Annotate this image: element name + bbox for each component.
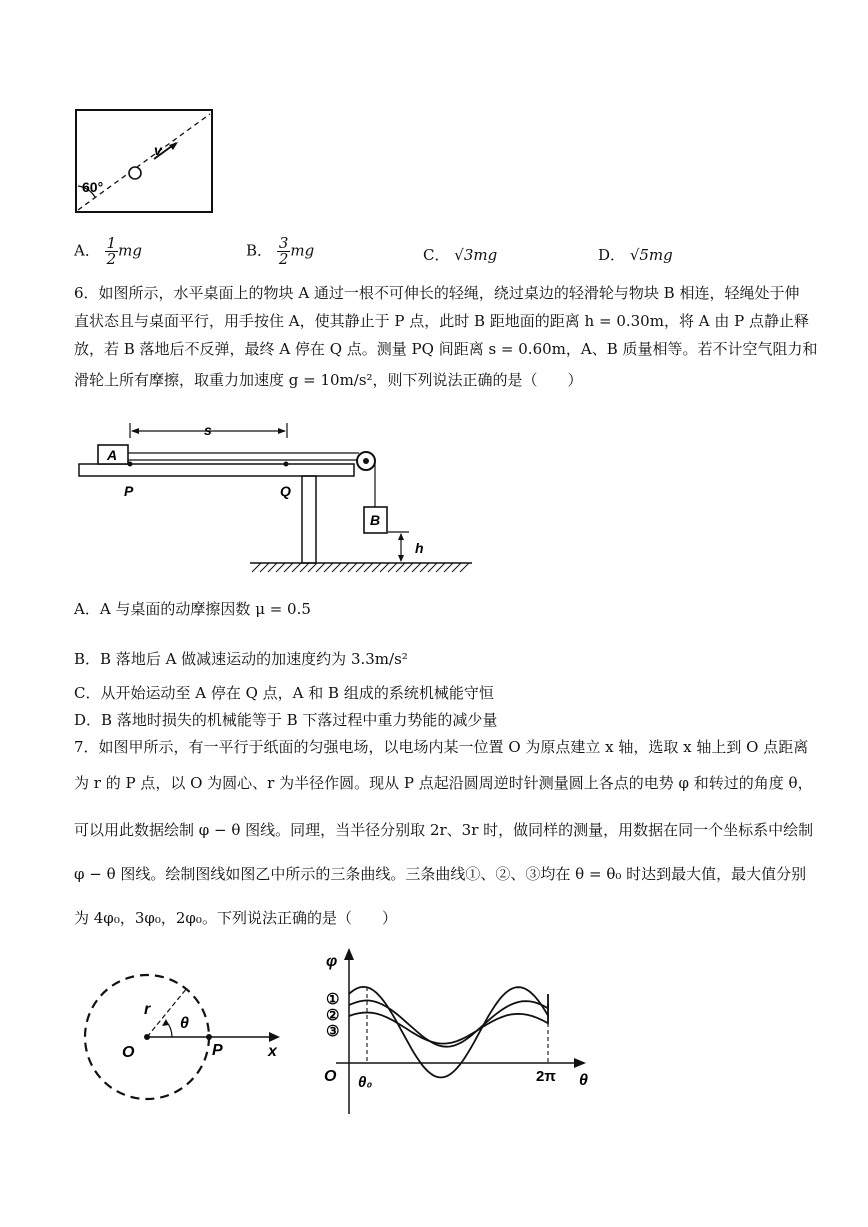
q7-circle-figure <box>74 970 294 1110</box>
q5-option-c <box>423 244 497 265</box>
q5-option-b-num: 3 <box>278 234 289 252</box>
q7-curve-2 <box>349 1000 548 1046</box>
q6-option-d: D．B 落地时损失的机械能等于 B 下落过程中重力势能的减少量 <box>74 711 498 729</box>
q6-option-a: A．A 与桌面的动摩擦因数 μ = 0.5 <box>74 600 311 618</box>
q6-label-q: Q <box>280 483 291 499</box>
q6-stem-line-2: 直状态且与桌面平行，用手按住 A，使其静止于 P 点，此时 B 距地面的距离 h = 0.30m，将 A 由 P 点静止释 <box>74 312 809 330</box>
q7-left-label-r: r <box>144 1001 151 1018</box>
q6-label-p: P <box>124 483 134 499</box>
q7-graph-label-c3: ③ <box>326 1023 340 1040</box>
q5-velocity-label: v <box>154 142 162 158</box>
q6-stem-line-4: 滑轮上所有摩擦，取重力加速度 g = 10m/s²，则下列说法正确的是（ ） <box>74 371 583 389</box>
q5-option-b <box>246 236 314 267</box>
q7-stem-line-4: φ − θ 图线。绘制图线如图乙中所示的三条曲线。三条曲线①、②、③均在 θ = θ₀ 时达到最大值，最大值分别 <box>74 865 807 883</box>
q7-graph-label-phi: φ <box>326 953 338 970</box>
q6-stem-line-1: 6．如图所示，水平桌面上的物块 A 通过一根不可伸长的轻绳，绕过桌边的轻滑轮与物块 B 相连，轻绳处于伸 <box>74 284 800 302</box>
q5-option-c-letter: C． <box>423 246 450 264</box>
q5-option-a-letter: A． <box>74 241 100 260</box>
q6-label-a: A <box>107 447 118 463</box>
q7-graph-label-theta: θ <box>579 1072 588 1089</box>
q7-graph-label-2pi: 2π <box>536 1068 556 1085</box>
q5-option-b-fraction <box>277 236 291 267</box>
q7-left-label-p: P <box>212 1042 223 1059</box>
q5-option-a-den: 2 <box>106 250 117 268</box>
q7-left-label-x: x <box>268 1043 277 1060</box>
q6-stem-line-3: 放，若 B 落地后不反弹，最终 A 停在 Q 点。测量 PQ 间距离 s = 0.60m，A、B 质量相等。若不计空气阻力和 <box>74 340 818 358</box>
q7-graph-figure <box>316 944 596 1120</box>
q7-stem-line-3: 可以用此数据绘制 φ − θ 图线。同理，当半径分别取 2r、3r 时，做同样的测量，用数据在同一个坐标系中绘制 <box>74 821 814 839</box>
q6-figure <box>74 420 484 580</box>
q7-left-label-o: O <box>122 1044 135 1061</box>
q6-label-s: s <box>204 422 212 438</box>
q6-option-c: C．从开始运动至 A 停在 Q 点，A 和 B 组成的系统机械能守恒 <box>74 684 494 702</box>
q5-option-a-tail: mg <box>118 241 142 260</box>
q7-graph-label-o: O <box>324 1068 337 1085</box>
q7-graph-label-c2: ② <box>326 1007 340 1024</box>
q6-label-h: h <box>415 540 424 556</box>
q5-option-d <box>598 244 673 265</box>
q5-option-a-fraction <box>105 236 119 267</box>
q5-option-a <box>74 236 142 267</box>
q5-option-d-text: √5mg <box>629 246 673 264</box>
q5-option-b-letter: B． <box>246 241 273 260</box>
q5-option-b-tail: mg <box>290 241 315 260</box>
q5-angle-label: 60° <box>82 179 104 195</box>
q7-stem-line-1: 7．如图甲所示，有一平行于纸面的匀强电场，以电场内某一位置 O 为原点建立 x 轴，选取 x 轴上到 O 点距离 <box>74 738 809 756</box>
q7-curve-1 <box>349 987 548 1078</box>
q7-curve-3 <box>349 1013 548 1044</box>
q6-label-b: B <box>370 512 381 528</box>
q7-graph-label-theta0: θ₀ <box>358 1074 373 1091</box>
q7-stem-line-5: 为 4φ₀，3φ₀，2φ₀。下列说法正确的是（ ） <box>74 909 397 927</box>
q5-option-c-text: √3mg <box>454 246 498 264</box>
q5-option-d-letter: D． <box>598 246 626 264</box>
q7-graph-label-c1: ① <box>326 991 340 1008</box>
q5-figure <box>74 108 214 216</box>
q6-option-b: B．B 落地后 A 做减速运动的加速度约为 3.3m/s² <box>74 650 408 668</box>
q7-stem-line-2: 为 r 的 P 点，以 O 为圆心、r 为半径作圆。现从 P 点起沿圆周逆时针测量圆上各点的电势 φ 和转过的角度 θ， <box>74 774 813 792</box>
q5-option-a-num: 1 <box>106 234 117 252</box>
q5-option-b-den: 2 <box>278 250 289 268</box>
q7-left-label-theta: θ <box>180 1015 189 1032</box>
